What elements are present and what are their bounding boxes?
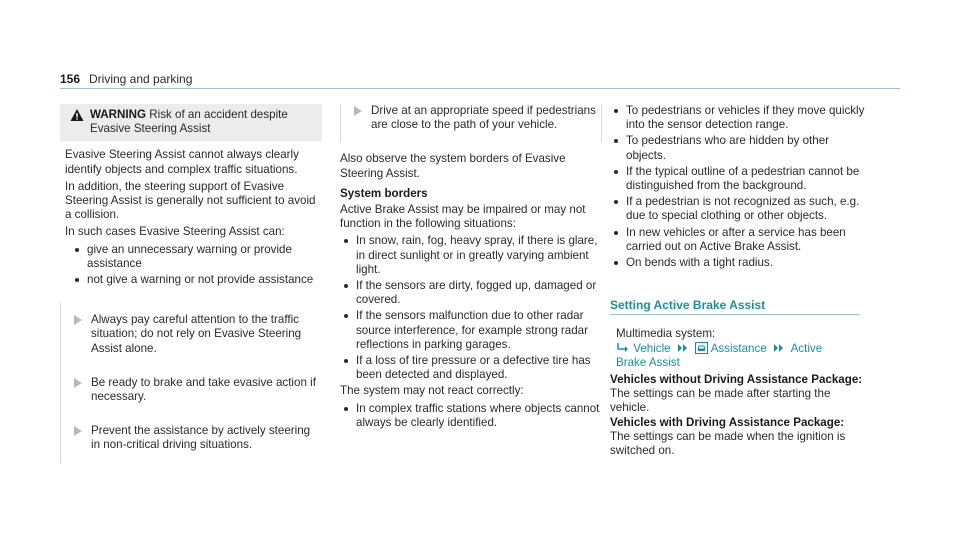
tip-item (60, 414, 322, 462)
column-3 (610, 104, 872, 458)
list-item: not give a warning or not provide assistance (71, 273, 317, 287)
with-package-label: Vehicles with Driving Assistance Package: (610, 415, 845, 429)
list-item: In complex traffic stations where objects cannot always be clearly identified. (340, 402, 602, 430)
column-1 (60, 104, 322, 463)
tip-text: Drive at an appropriate speed if pedestrians are close to the path of your vehicle. (371, 104, 596, 132)
warning-triangle-icon (70, 108, 84, 122)
warning-para-2: In addition, the steering support of Evasive Steering Assist is generally not sufficient to avoid a collision. (65, 179, 316, 222)
path-brake-assist[interactable]: Brake Assist (616, 355, 680, 369)
play-arrow-icon (353, 105, 363, 117)
return-arrow-icon (616, 343, 630, 353)
with-package-text: The settings can be made when the ignition is switched on. (610, 429, 846, 458)
paragraph: Active Brake Assist may be impaired or may not function in the following situations: (340, 203, 586, 231)
section-title: Driving and parking (89, 72, 193, 86)
double-chevron-icon (677, 343, 689, 353)
warning-list (71, 243, 317, 288)
warning-title-line1: Risk of an accident despite (149, 108, 288, 121)
list-item: If the sensors are dirty, fogged up, damaged or covered. (340, 279, 602, 307)
page-header (60, 72, 900, 88)
path-assistance[interactable]: Assistance (710, 341, 767, 355)
play-arrow-icon (73, 377, 83, 389)
tip-item (60, 366, 322, 414)
setting-heading: Setting Active Brake Assist (610, 298, 860, 315)
list-item: On bends with a tight radius. (610, 256, 872, 270)
warning-body (60, 141, 322, 295)
warning-para-1: Evasive Steering Assist cannot always clearly identify objects and complex traffic situations. (65, 148, 299, 176)
list-item: If a loss of tire pressure or a defective tire has been detected and displayed. (340, 354, 602, 382)
list-item: To pedestrians or vehicles if they move quickly into the sensor detection range. (610, 104, 872, 132)
page-number: 156 (60, 72, 81, 86)
tip-text: Always pay careful attention to the traffic situation; do not rely on Evasive Steering Assist alone. (91, 313, 302, 355)
play-arrow-icon (73, 425, 83, 437)
menu-path (610, 327, 872, 370)
list-item: give an unnecessary warning or provide assistance (71, 243, 317, 271)
react-list (340, 402, 602, 430)
play-arrow-icon (73, 314, 83, 326)
warning-para-3: In such cases Evasive Steering Assist can: (65, 225, 285, 239)
tip-text: Prevent the assistance by actively steering in non-critical driving situations. (91, 424, 311, 452)
paragraph: Also observe the system borders of Evasive Steering Assist. (340, 152, 566, 180)
pedestrian-list (610, 104, 872, 270)
header-rule (60, 88, 900, 89)
warning-label: WARNING (90, 108, 147, 121)
double-chevron-icon (773, 343, 785, 353)
list-item: In snow, rain, fog, heavy spray, if there is glare, in direct sunlight or in greatly varying ambient light. (340, 234, 602, 277)
car-assistance-icon (695, 342, 708, 354)
list-item: If a pedestrian is not recognized as such, e.g. due to special clothing or other objects. (610, 195, 872, 223)
path-active[interactable]: Active (790, 341, 823, 355)
warning-header (60, 104, 322, 141)
list-item: In new vehicles or after a service has been carried out on Active Brake Assist. (610, 226, 872, 254)
system-borders-list (340, 234, 602, 382)
tip-item (340, 104, 602, 142)
list-item: To pedestrians who are hidden by other objects. (610, 134, 872, 162)
warning-title-line2: Evasive Steering Assist (90, 122, 211, 136)
tip-item (60, 303, 322, 366)
subheading-system-borders: System borders (340, 186, 428, 200)
list-item: If the sensors malfunction due to other radar source interference, for example strong radar reflections in parking garages. (340, 309, 602, 352)
tip-text: Be ready to brake and take evasive action if necessary. (91, 375, 316, 404)
path-vehicle[interactable]: Vehicle (633, 341, 671, 355)
without-package-label: Vehicles without Driving Assistance Package: (610, 373, 863, 387)
list-item: If the typical outline of a pedestrian cannot be distinguished from the background. (610, 165, 872, 193)
column-2 (340, 104, 602, 432)
paragraph: The system may not react correctly: (340, 384, 524, 398)
multimedia-label: Multimedia system: (616, 327, 716, 341)
without-package-text: The settings can be made after starting the vehicle. (610, 387, 831, 415)
